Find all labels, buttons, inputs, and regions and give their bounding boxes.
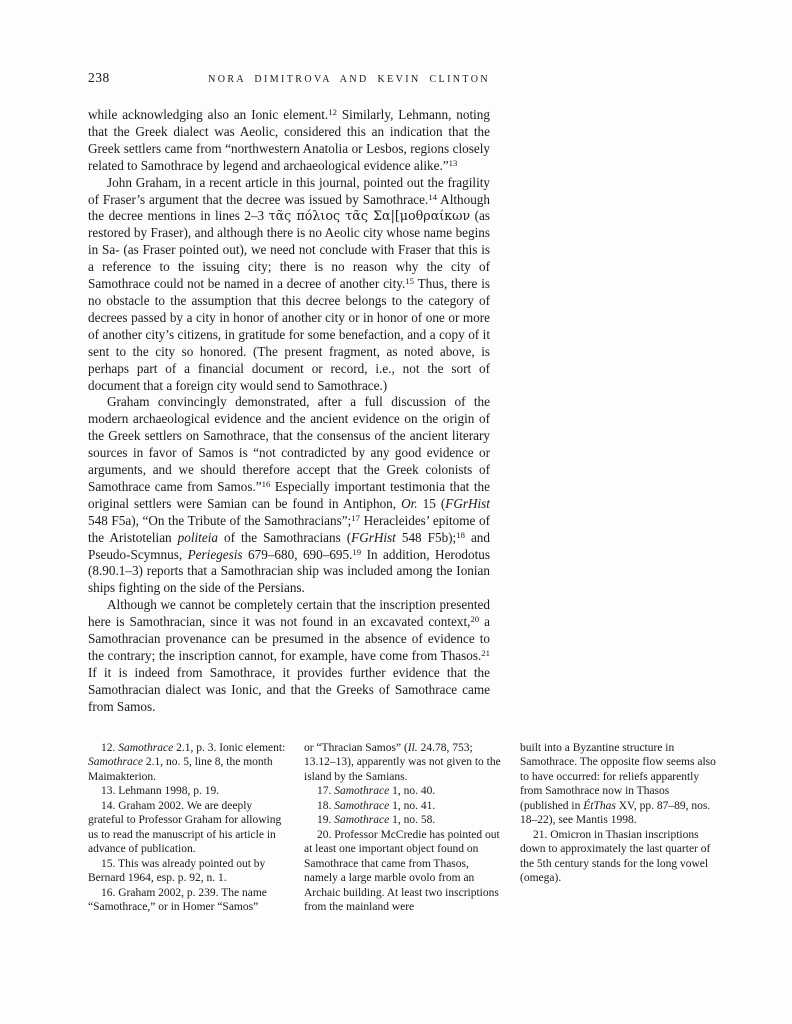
- text-run: XV, pp. 87–89, nos. 18–22), see Mantis 1998.: [520, 799, 711, 827]
- page-header: [88, 70, 490, 86]
- text-run: 15. This was already pointed out by Bernard 1964, esp. p. 92, n. 1.: [88, 857, 266, 885]
- footnote-continuation: [304, 741, 504, 785]
- footnote-column: [520, 741, 720, 915]
- footnote: [88, 886, 288, 915]
- text-run: 21. Omicron in Thasian inscriptions down to approximately the last quarter of the 5th century stands for the long vowel (omega).: [520, 828, 711, 885]
- text-run: 1, no. 41.: [389, 799, 436, 812]
- text-run: 1, no. 40.: [389, 785, 436, 798]
- text-run: a Samothracian provenance can be presumed in the absence of evidence to the contrary; the inscription cannot, for example, have come from Thasos.: [88, 614, 490, 663]
- text-run: Graham convincingly demonstrated, after a full discussion of the modern archaeological evidence and the ancient evidence on the origin of the Greek settlers on Samothrace, that the consensus of the ancient literary sources in favor of Samos is “not contradicted by any good evidence or arguments, and we should therefore accept that the Greek colonists of Samothrace came from Samos.”: [88, 394, 490, 494]
- footnote-ref: 18: [456, 529, 465, 540]
- text-run: 1, no. 58.: [389, 814, 436, 827]
- text-run: politeia: [177, 529, 218, 545]
- article-body: [88, 107, 490, 716]
- text-run: Samothrace: [334, 814, 390, 827]
- body-paragraph: [88, 107, 490, 175]
- greek-text: τᾶς πόλιος τᾶς Σα|[μοθραίκων: [268, 208, 471, 224]
- footnote: [520, 828, 720, 886]
- text-run: Samothrace: [334, 785, 390, 798]
- text-run: and Pseudo-Scymnus,: [88, 529, 490, 562]
- footnote-continuation: [520, 741, 720, 828]
- text-run: 18.: [317, 799, 335, 812]
- text-run: built into a Byzantine structure in Samothrace. The opposite flow seems also to have occurred: for reliefs apparently from Samothrace now in Thasos (published in: [520, 741, 716, 812]
- running-head: NORA DIMITROVA AND KEVIN CLINTON: [208, 74, 490, 85]
- text-run: (as restored by Fraser), and although there is no Aeolic city whose name begins in Sa- (as Fraser pointed out), we need not conclude with Fraser that this is a reference to the issuing city; there is no reason why the city of Samothrace could not be named in a decree of another city.: [88, 208, 491, 292]
- footnote-ref: 13: [448, 157, 458, 168]
- footnote-column: [304, 741, 504, 915]
- page-number: 238: [88, 70, 110, 85]
- footnote-ref: 20: [470, 614, 480, 625]
- text-run: 17.: [317, 785, 335, 798]
- footnote-column: [88, 741, 288, 915]
- text-run: Although the decree mentions in lines 2–3: [88, 191, 490, 224]
- text-run: John Graham, in a recent article in this journal, pointed out the fragility of Fraser’s argument that the decree was issued by Samothrace.: [88, 174, 490, 207]
- text-run: Thus, there is no obstacle to the assumption that this decree belongs to the category of decrees passed by a city in honor of another city or in honor of one or more of another city’s citizens, in gratitude for some benefaction, and a copy of it sent to the city so honored. (The present fragment, as noted above, is perhaps part of a financial document or record, i.e., not the sort of document that a foreign city would send to Samothrace.): [88, 276, 490, 393]
- text-run: 548 F5b);: [395, 529, 457, 545]
- body-paragraph: [88, 175, 490, 395]
- footnote: [88, 799, 288, 857]
- body-paragraph: [88, 597, 490, 715]
- footnote-ref: 14: [428, 191, 438, 202]
- footnote: [304, 784, 504, 799]
- footnote: [88, 857, 288, 886]
- text-run: Especially important testimonia that the original settlers were Samian can be found in Antiphon,: [88, 478, 490, 511]
- text-run: 2.1, p. 3. Ionic element:: [173, 741, 286, 754]
- text-run: or “Thracian Samos” (: [304, 741, 408, 754]
- footnote: [304, 799, 504, 814]
- text-run: Il.: [407, 741, 418, 754]
- footnote: [304, 828, 504, 915]
- text-run: ÉtThas: [583, 799, 616, 812]
- text-run: FGrHist: [445, 495, 490, 511]
- text-run: 548 F5a), “On the Tribute of the Samothracians”;: [88, 512, 352, 528]
- footnotes: [88, 741, 720, 915]
- text-run: of the Samothracians (: [217, 529, 352, 545]
- body-paragraph: [88, 394, 490, 597]
- footnote: [88, 784, 288, 799]
- text-run: 2.1, no. 5, line 8, the month Maimakterion.: [88, 756, 273, 783]
- footnote: [304, 813, 504, 828]
- text-run: Periegesis: [187, 546, 243, 562]
- footnote-ref: 15: [405, 276, 414, 287]
- text-run: In addition, Herodotus (8.90.1–3) reports that a Samothracian ship was included among the Ionian ships fighting on the side of the Persians.: [88, 546, 490, 596]
- footnote-ref: 16: [261, 479, 271, 490]
- text-run: 14. Graham 2002. We are deeply grateful to Professor Graham for allowing us to read the manuscript of his article in advance of publication.: [88, 799, 282, 856]
- text-run: Although we cannot be completely certain that the inscription presented here is Samothracian, since it was not found in an excavated context,: [88, 597, 490, 630]
- text-run: Samothrace: [118, 741, 174, 754]
- text-run: 20. Professor McCredie has pointed out at least one important object found on Samothrace that came from Thasos, namely a large marble ovolo from an Archaic building. At least two inscriptions from the mainland were: [304, 828, 500, 914]
- text-run: Or.: [401, 495, 418, 511]
- footnote-ref: 17: [351, 512, 360, 523]
- text-run: 19.: [317, 814, 335, 827]
- text-run: Samothrace: [334, 799, 390, 812]
- text-run: 12.: [101, 741, 119, 754]
- footnote-ref: 19: [352, 546, 362, 557]
- text-run: 15 (: [417, 495, 446, 511]
- text-run: 13. Lehmann 1998, p. 19.: [101, 785, 220, 798]
- text-run: Heracleides’ epitome of the Aristotelian: [88, 512, 490, 545]
- footnote: [88, 741, 288, 785]
- text-run: Samothrace: [88, 756, 143, 769]
- text-run: 679–680, 690–695.: [242, 546, 353, 562]
- footnote-ref: 12: [328, 107, 337, 118]
- text-run: while acknowledging also an Ionic element.: [88, 107, 329, 122]
- text-run: 24.78, 753; 13.12–13), apparently was not given to the island by the Samians.: [304, 741, 501, 783]
- text-run: 16. Graham 2002, p. 239. The name “Samothrace,” or in Homer “Samos”: [88, 886, 267, 914]
- text-run: Similarly, Lehmann, noting that the Greek dialect was Aeolic, considered this an indication that the Greek settlers came from “northwestern Anatolia or Lesbos, regions closely related to Samothrace by legend and archaeological evidence alike.”: [88, 107, 490, 173]
- footnote-ref: 21: [481, 648, 490, 659]
- text-run: If it is indeed from Samothrace, it provides further evidence that the Samothracian dialect was Ionic, and that the Greeks of Samothrace came from Samos.: [88, 664, 490, 714]
- text-run: FGrHist: [351, 529, 396, 545]
